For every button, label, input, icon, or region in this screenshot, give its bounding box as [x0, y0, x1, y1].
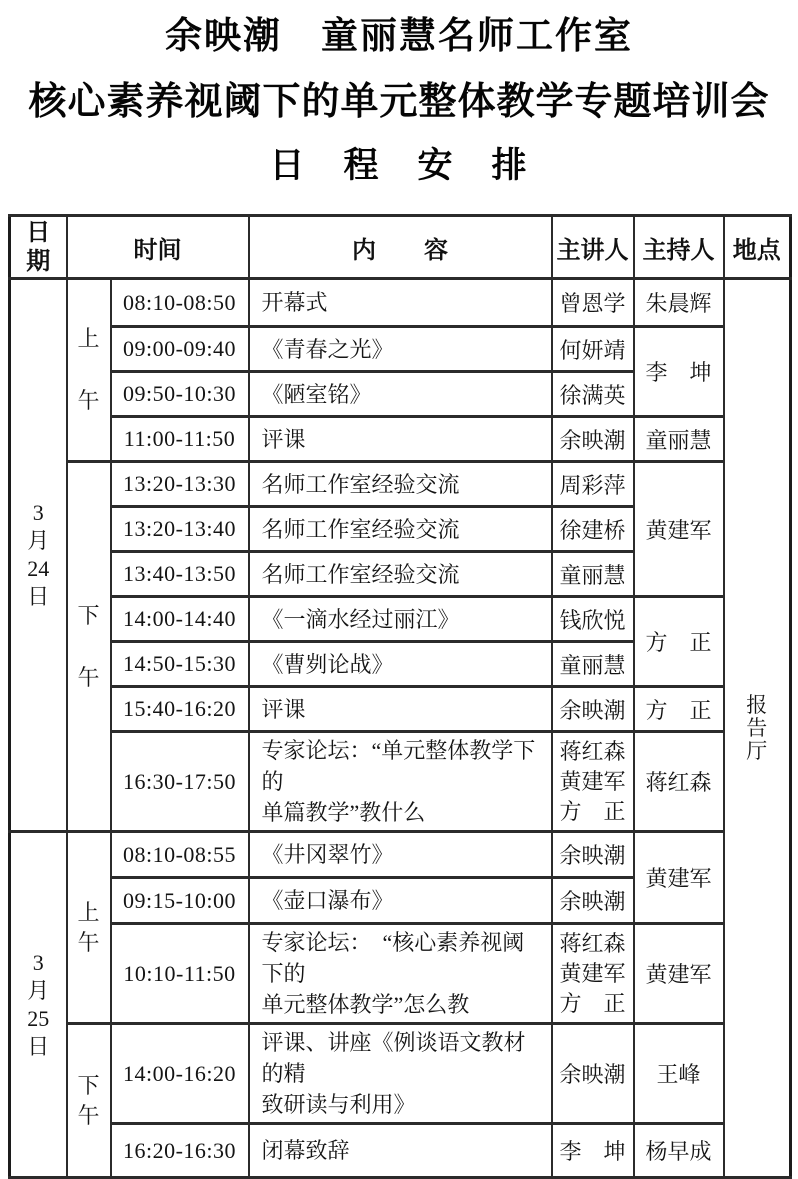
title-line-studio: 余映潮 童丽慧名师工作室 — [165, 16, 633, 57]
period-cell-am: 上 午 — [67, 279, 111, 462]
schedule-row — [10, 1124, 791, 1178]
content-cell: 名师工作室经验交流 — [249, 507, 552, 552]
content-cell: 《陋室铭》 — [249, 372, 552, 417]
content-cell: 闭幕致辞 — [249, 1124, 552, 1178]
time-cell: 13:20-13:30 — [111, 462, 249, 507]
schedule-row — [10, 327, 791, 372]
time-cell: 09:50-10:30 — [111, 372, 249, 417]
speaker-cell: 余映潮 — [552, 878, 634, 924]
speaker-cell: 童丽慧 — [552, 552, 634, 597]
time-cell: 14:00-16:20 — [111, 1024, 249, 1124]
content-cell: 专家论坛： “核心素养视阈下的 单元整体教学”怎么教 — [249, 924, 552, 1024]
host-cell: 朱晨辉 — [634, 279, 724, 327]
speaker-cell: 蒋红森 黄建军 方 正 — [552, 924, 634, 1024]
header-host: 主持人 — [634, 216, 724, 279]
header-location: 地点 — [724, 216, 791, 279]
content-cell: 评课 — [249, 417, 552, 462]
content-cell: 专家论坛：“单元整体教学下的 单篇教学”教什么 — [249, 732, 552, 832]
speaker-cell: 曾恩学 — [552, 279, 634, 327]
schedule-row — [10, 924, 791, 1024]
header-time: 时间 — [67, 216, 249, 279]
host-cell: 黄建军 — [634, 832, 724, 924]
speaker-cell: 童丽慧 — [552, 642, 634, 687]
time-cell: 14:50-15:30 — [111, 642, 249, 687]
speaker-cell: 何妍靖 — [552, 327, 634, 372]
schedule-row — [10, 832, 791, 878]
schedule-row — [10, 462, 791, 507]
speaker-cell: 余映潮 — [552, 832, 634, 878]
time-cell: 16:30-17:50 — [111, 732, 249, 832]
time-cell: 08:10-08:50 — [111, 279, 249, 327]
host-cell: 蒋红森 — [634, 732, 724, 832]
host-cell: 方 正 — [634, 687, 724, 732]
schedule-row — [10, 417, 791, 462]
host-cell: 王峰 — [634, 1024, 724, 1124]
date-cell-mar25: 3 月 25 日 — [10, 832, 67, 1178]
content-cell: 评课、讲座《例谈语文教材的精 致研读与利用》 — [249, 1024, 552, 1124]
content-cell: 《曹刿论战》 — [249, 642, 552, 687]
time-cell: 08:10-08:55 — [111, 832, 249, 878]
content-cell: 《井冈翠竹》 — [249, 832, 552, 878]
speaker-cell: 徐满英 — [552, 372, 634, 417]
time-cell: 15:40-16:20 — [111, 687, 249, 732]
header-date: 日 期 — [10, 216, 67, 279]
content-cell: 评课 — [249, 687, 552, 732]
speaker-cell: 余映潮 — [552, 1024, 634, 1124]
period-cell-pm: 下 午 — [67, 1024, 111, 1178]
content-cell: 开幕式 — [249, 279, 552, 327]
time-cell: 09:15-10:00 — [111, 878, 249, 924]
schedule-row — [10, 687, 791, 732]
time-cell: 13:20-13:40 — [111, 507, 249, 552]
time-cell: 16:20-16:30 — [111, 1124, 249, 1178]
host-cell: 黄建军 — [634, 924, 724, 1024]
host-cell: 杨早成 — [634, 1124, 724, 1178]
time-cell: 11:00-11:50 — [111, 417, 249, 462]
time-cell: 10:10-11:50 — [111, 924, 249, 1024]
content-cell: 《壶口瀑布》 — [249, 878, 552, 924]
speaker-cell: 徐建桥 — [552, 507, 634, 552]
speaker-cell: 余映潮 — [552, 687, 634, 732]
schedule-row — [10, 597, 791, 642]
schedule-table — [8, 214, 792, 1179]
header-content: 内 容 — [249, 216, 552, 279]
host-cell: 方 正 — [634, 597, 724, 687]
speaker-cell: 李 坤 — [552, 1124, 634, 1178]
title-block — [0, 5, 798, 188]
schedule-page — [0, 5, 798, 1164]
period-cell-am: 上 午 — [67, 832, 111, 1024]
speaker-cell: 钱欣悦 — [552, 597, 634, 642]
speaker-cell: 周彩萍 — [552, 462, 634, 507]
schedule-row — [10, 732, 791, 832]
speaker-cell: 蒋红森 黄建军 方 正 — [552, 732, 634, 832]
content-cell: 《一滴水经过丽江》 — [249, 597, 552, 642]
title-line-event: 核心素养视阈下的单元整体教学专题培训会 — [28, 81, 770, 123]
schedule-row — [10, 279, 791, 327]
location-cell: 报 告 厅 — [724, 279, 791, 1178]
host-cell: 童丽慧 — [634, 417, 724, 462]
schedule-row — [10, 1024, 791, 1124]
date-cell-mar24: 3 月 24 日 — [10, 279, 67, 832]
time-cell: 09:00-09:40 — [111, 327, 249, 372]
content-cell: 《青春之光》 — [249, 327, 552, 372]
host-cell: 李 坤 — [634, 327, 724, 417]
content-cell: 名师工作室经验交流 — [249, 552, 552, 597]
content-cell: 名师工作室经验交流 — [249, 462, 552, 507]
time-cell: 13:40-13:50 — [111, 552, 249, 597]
title-line-agenda: 日 程 安 排 — [269, 146, 529, 185]
header-row — [10, 216, 791, 279]
host-cell: 黄建军 — [634, 462, 724, 597]
time-cell: 14:00-14:40 — [111, 597, 249, 642]
header-speaker: 主讲人 — [552, 216, 634, 279]
period-cell-pm: 下 午 — [67, 462, 111, 832]
speaker-cell: 余映潮 — [552, 417, 634, 462]
